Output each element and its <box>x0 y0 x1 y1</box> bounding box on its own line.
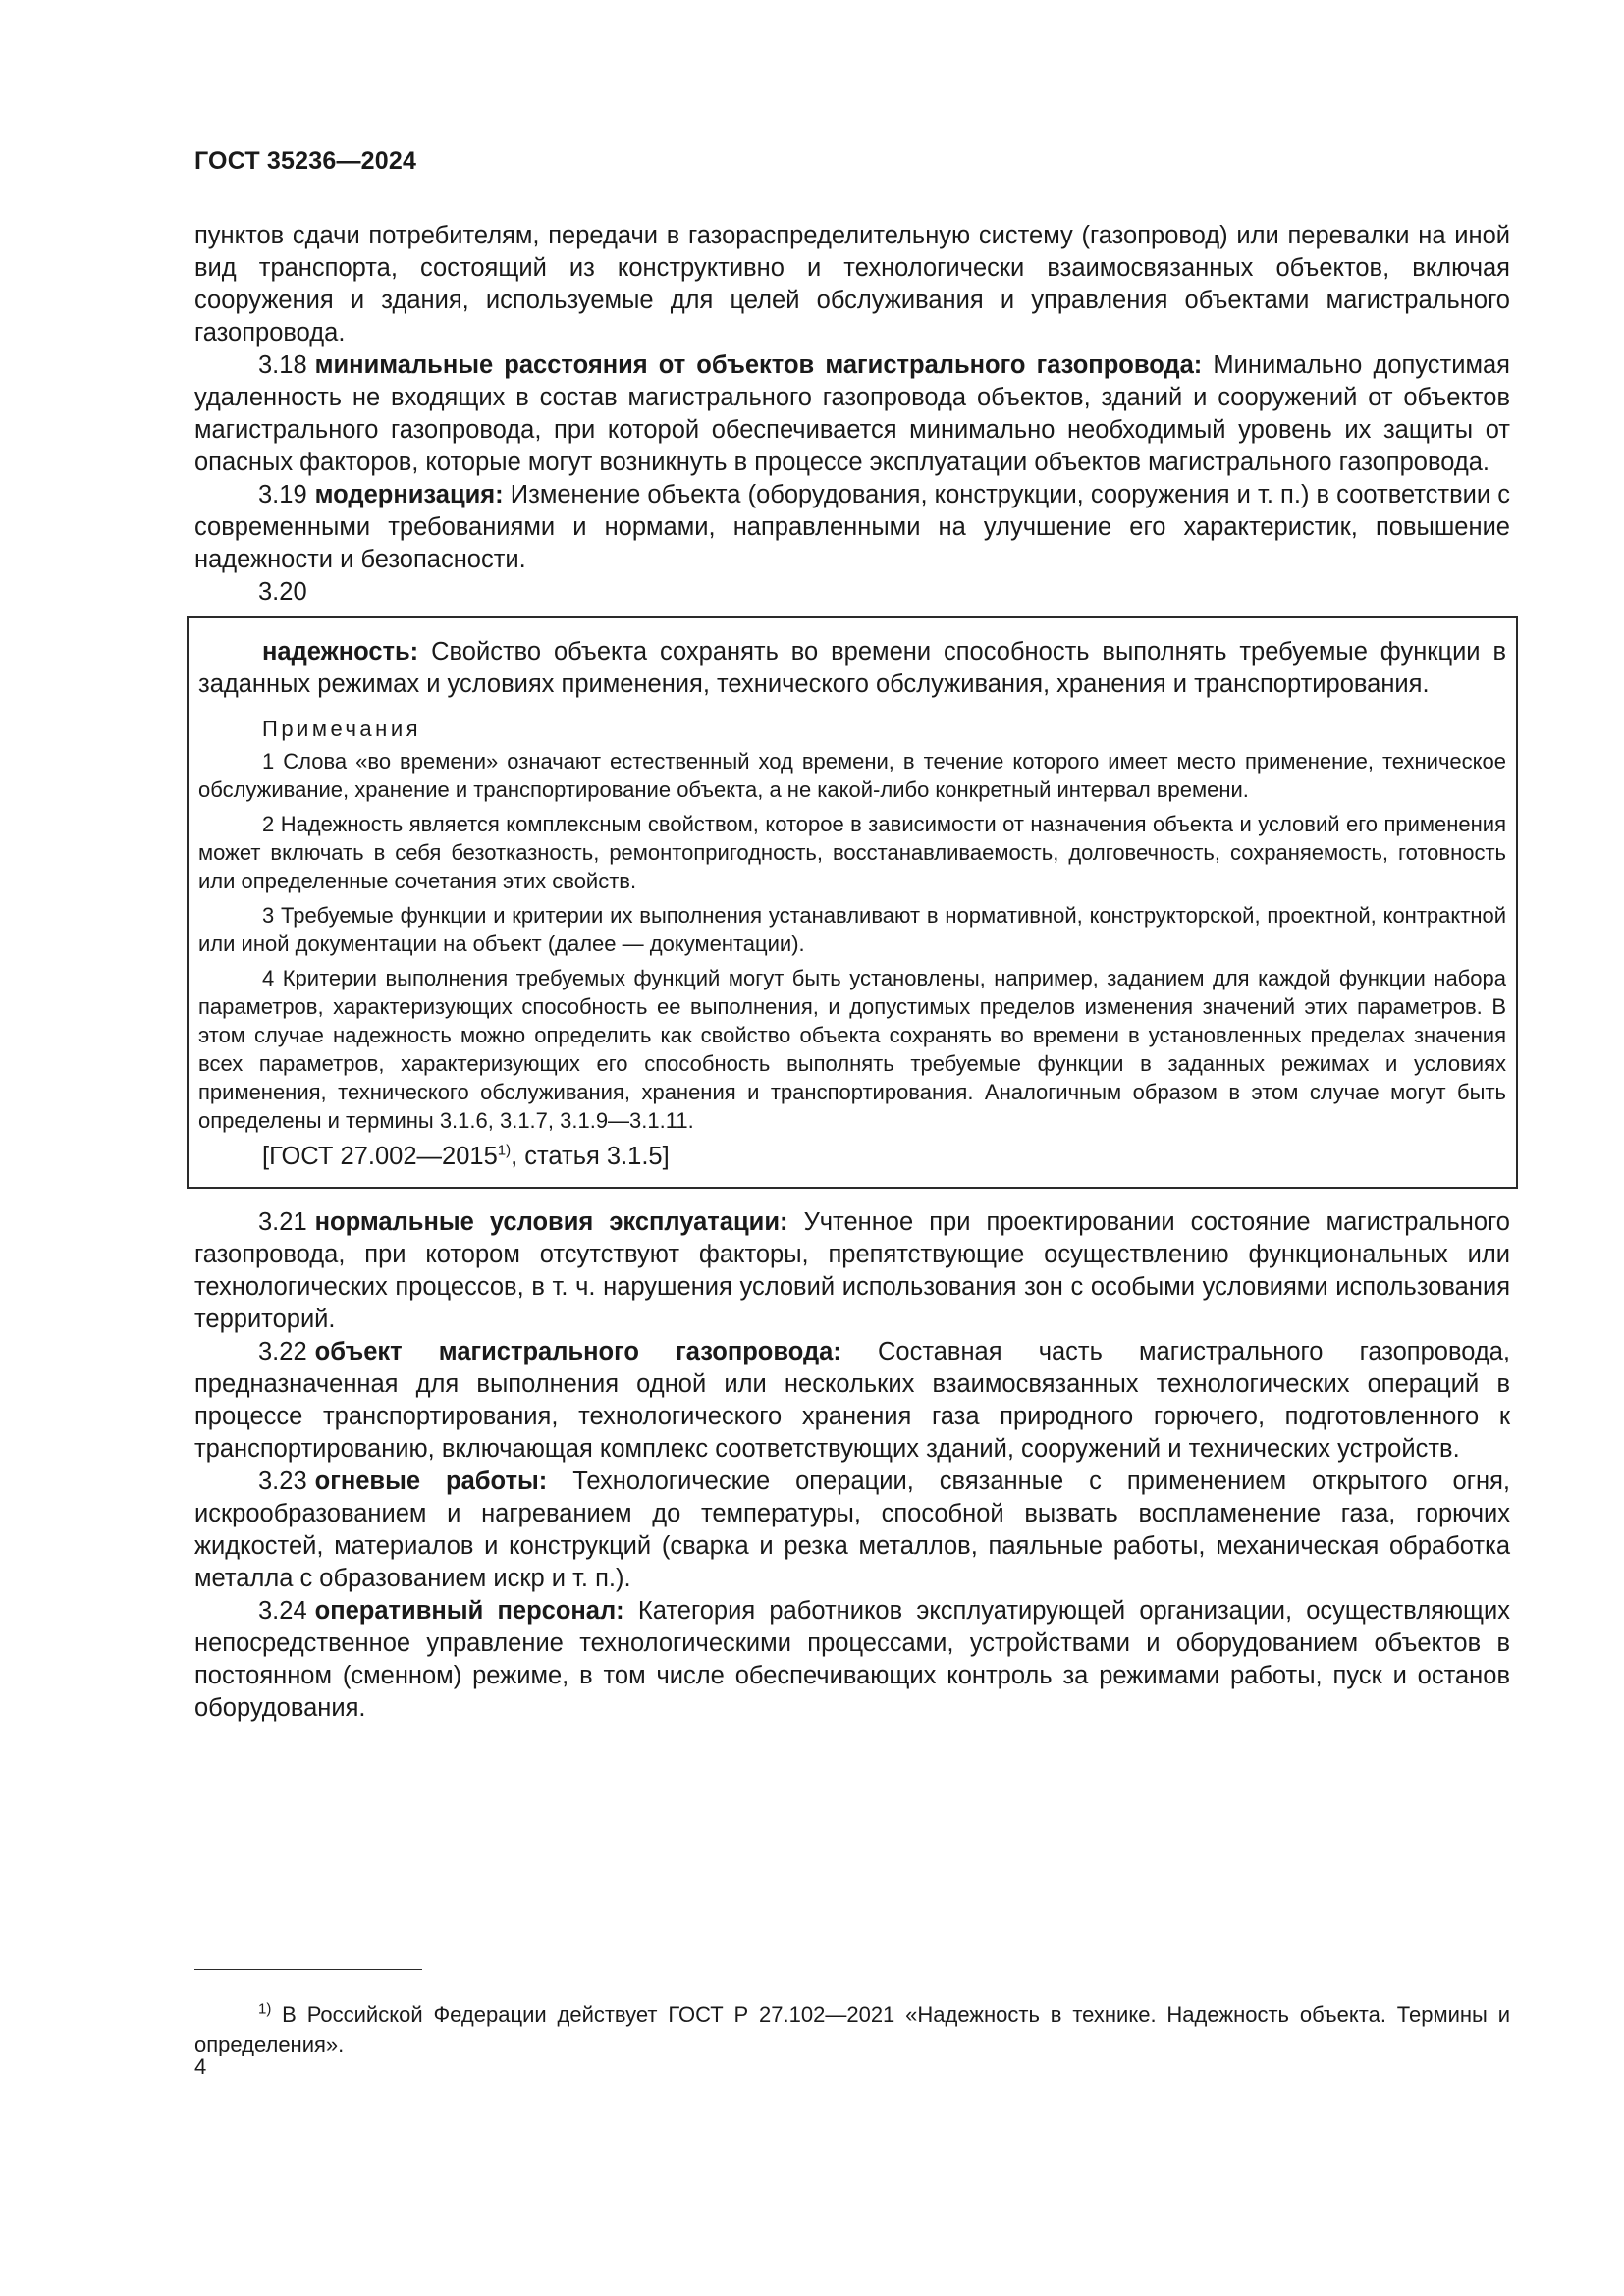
term-title: надежность: <box>262 638 419 666</box>
source-prefix: [ГОСТ 27.002—2015 <box>262 1143 498 1170</box>
reliability-definition-box <box>187 616 1518 1189</box>
footnote-separator <box>194 1969 422 1970</box>
term-3-21 <box>194 1206 1510 1336</box>
footnote-text: В Российской Федерации действует ГОСТ Р 27.102—2021 «Надежность в технике. Надежность объекта. Термины и определения». <box>194 2002 1510 2056</box>
footnote-marker: 1) <box>497 1142 512 1159</box>
note-item: 3 Требуемые функции и критерии их выполнения устанавливают в нормативной, конструкторской, проектной, контрактной или иной документации на объект (далее — документации). <box>198 903 1506 956</box>
terms-after-box <box>194 1206 1510 1725</box>
term-title: объект магистрального газопровода: <box>314 1338 841 1365</box>
footnote-marker: 1) <box>258 2001 272 2018</box>
note-item: 2 Надежность является комплексным свойством, которое в зависимости от назначения объекта и условий его применения может включать в себя безотказность, ремонтопригодность, восстанавливаемость, долговечность, сохраняемость, готовность или определенные сочетания этих свойств. <box>198 812 1506 893</box>
note-item: 1 Слова «во времени» означают естественный ход времени, в течение которого имеет место применение, техническое обслуживание, хранение и транспортирование объекта, а не какой-либо конкретный интервал времени. <box>198 749 1506 802</box>
term-number: 3.22 <box>258 1338 307 1365</box>
footnote <box>194 2001 1510 2059</box>
term-3-24 <box>194 1595 1510 1725</box>
intro-paragraph: пунктов сдачи потребителям, передачи в газораспределительную систему (газопровод) или перевалки на иной вид транспорта, состоящий из конструктивно и технологически взаимосвязанных объектов, включая сооружения и здания, используемые для целей обслуживания и управления объектами магистрального газопровода. <box>194 222 1510 347</box>
source-suffix: , статья 3.1.5] <box>511 1143 670 1170</box>
term-number: 3.19 <box>258 481 307 508</box>
page-header: ГОСТ 35236—2024 <box>194 147 417 175</box>
term-number: 3.21 <box>258 1208 307 1236</box>
notes-block <box>198 715 1506 1135</box>
term-definition: Учтенное при проектировании состояние магистрального газопровода, при котором отсутствуют факторы, препятствующие осуществлению функциональных или технологических процессов, в т. ч. нарушения условий использования зон с особыми условиями использования территорий. <box>194 1208 1510 1333</box>
term-3-22 <box>194 1336 1510 1466</box>
note-item: 4 Критерии выполнения требуемых функций могут быть установлены, например, заданием для каждой функции набора параметров, характеризующих способность ее выполнения, и допустимых пределов изменения значений этих параметров. В этом случае надежность можно определить как свойство объекта сохранять во времени в установленных пределах значения всех параметров, характеризующих его способность выполнять требуемые функции в заданных режимах и условиях применения, технического обслуживания, хранения и транспортирования. Аналогичным образом в этом случае могут быть определены и термины 3.1.6, 3.1.7, 3.1.9—3.1.11. <box>198 966 1506 1133</box>
notes-title: Примечания <box>262 717 422 741</box>
term-title: минимальные расстояния от объектов магистрального газопровода: <box>314 351 1203 379</box>
term-number: 3.18 <box>258 351 307 379</box>
term-title: модернизация: <box>314 481 504 508</box>
term-definition: Категория работников эксплуатирующей организации, осуществляющих непосредственное управление технологическими процессами, устройствами и оборудованием объектов в постоянном (сменном) режиме, в том числе обеспечивающих контроль за режимами работы, пуск и останов оборудования. <box>194 1597 1510 1722</box>
term-title: огневые работы: <box>314 1468 548 1495</box>
term-title: оперативный персонал: <box>314 1597 624 1625</box>
term-definition: Составная часть магистрального газопровода, предназначенная для выполнения одной или нескольких взаимосвязанных технологических операций в процессе транспортирования, технологического хранения газа природного горючего, подготовленного к транспортированию, включающая комплекс соответствующих зданий, сооружений и технических устройств. <box>194 1338 1510 1463</box>
term-definition: Минимально допустимая удаленность не входящих в состав магистрального газопровода объектов, зданий и сооружений от объектов магистрального газопровода, при которой обеспечивается минимально необходимый уровень их защиты от опасных факторов, которые могут возникнуть в процессе эксплуатации объектов магистрального газопровода. <box>194 351 1510 476</box>
page-number: 4 <box>194 2055 207 2079</box>
source-reference <box>198 1141 1506 1173</box>
term-number: 3.23 <box>258 1468 307 1495</box>
term-number: 3.24 <box>258 1597 307 1625</box>
term-3-18 <box>194 349 1510 479</box>
term-3-19 <box>194 479 1510 576</box>
term-3-23 <box>194 1466 1510 1595</box>
term-3-20-number: 3.20 <box>258 578 307 606</box>
term-definition: Технологические операции, связанные с применением открытого огня, искрообразованием и нагреванием до температуры, способной вызвать воспламенение газа, горючих жидкостей, материалов и конструкций (сварка и резка металлов, паяльные работы, механическая обработка металла с образованием искр и т. п.). <box>194 1468 1510 1592</box>
term-definition: Свойство объекта сохранять во времени способность выполнять требуемые функции в заданных режимах и условиях применения, технического обслуживания, хранения и транспортирования. <box>198 638 1507 698</box>
boxed-term-lead <box>198 636 1506 701</box>
term-definition: Изменение объекта (оборудования, конструкции, сооружения и т. п.) в соответствии с современными требованиями и нормами, направленными на улучшение его характеристик, повышение надежности и безопасности. <box>194 481 1510 573</box>
term-title: нормальные условия эксплуатации: <box>314 1208 788 1236</box>
document-body <box>194 220 1510 1725</box>
